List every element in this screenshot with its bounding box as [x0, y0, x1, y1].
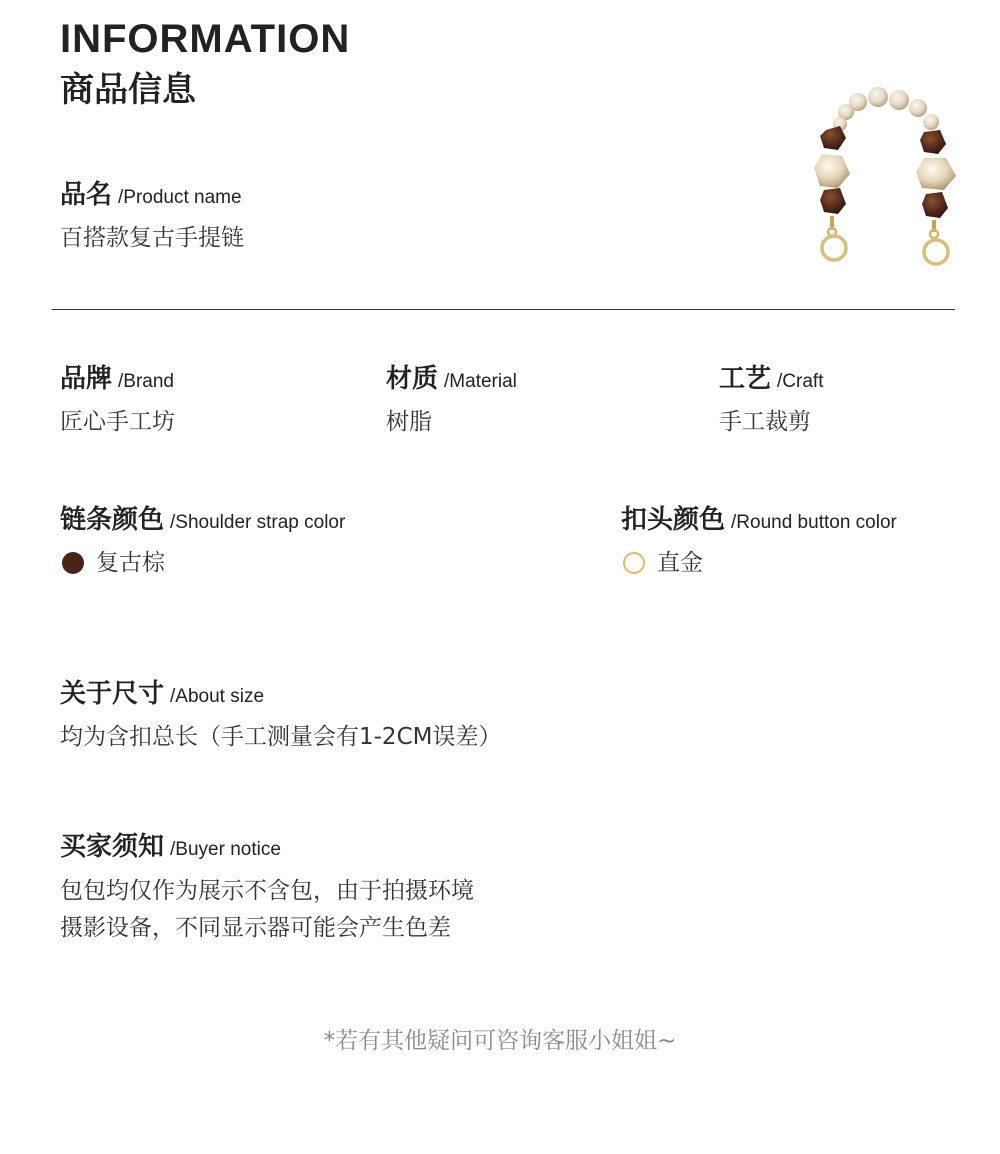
craft-label-en: /Craft [777, 371, 824, 392]
material-label: 材质 [386, 364, 439, 394]
product-name-label-en: /Product name [118, 187, 242, 208]
material-field [386, 362, 517, 439]
strap-color-value: 复古棕 [96, 550, 165, 576]
buyer-notice-label-en: /Buyer notice [170, 839, 281, 860]
brand-field [60, 362, 175, 439]
material-value: 树脂 [386, 409, 432, 435]
product-name-value: 百搭款复古手提链 [60, 225, 244, 251]
footer-note: *若有其他疑问可咨询客服小姐姐~ [323, 1028, 677, 1054]
heading-english: INFORMATION [60, 17, 351, 61]
button-color-label: 扣头颜色 [621, 505, 726, 535]
product-name-label: 品名 [60, 180, 113, 210]
buyer-notice-label: 买家须知 [60, 832, 165, 862]
strap-color-label-en: /Shoulder strap color [170, 512, 346, 533]
craft-value: 手工裁剪 [719, 409, 811, 435]
craft-field [719, 362, 823, 439]
buyer-notice-field [60, 830, 474, 947]
brand-value: 匠心手工坊 [60, 409, 175, 435]
material-label-en: /Material [444, 371, 517, 392]
buyer-notice-line-1: 包包均仅作为展示不含包，由于拍摄环境 [60, 878, 474, 904]
button-color-field [621, 503, 897, 580]
size-label: 关于尺寸 [60, 679, 165, 709]
heading-chinese: 商品信息 [60, 70, 196, 110]
button-color-label-en: /Round button color [731, 512, 897, 533]
craft-label: 工艺 [719, 364, 772, 394]
gold-ring-swatch-icon [623, 552, 645, 574]
size-value: 均为含扣总长（手工测量会有1-2CM误差） [60, 724, 502, 750]
buyer-notice-line-2: 摄影设备，不同显示器可能会产生色差 [60, 915, 451, 941]
section-divider [52, 309, 955, 310]
button-color-value: 直金 [657, 550, 703, 576]
bead-strand [814, 87, 956, 218]
strap-color-field [60, 503, 345, 580]
size-field [60, 677, 501, 754]
product-name-field [60, 178, 244, 255]
bead-chain-image [808, 82, 978, 272]
brown-swatch-icon [62, 552, 84, 574]
size-label-en: /About size [170, 686, 265, 707]
strap-color-label: 链条颜色 [60, 505, 165, 535]
brand-label-en: /Brand [118, 371, 174, 392]
buyer-notice-text [60, 873, 474, 947]
brand-label: 品牌 [60, 364, 113, 394]
metal-clasps [822, 216, 948, 264]
